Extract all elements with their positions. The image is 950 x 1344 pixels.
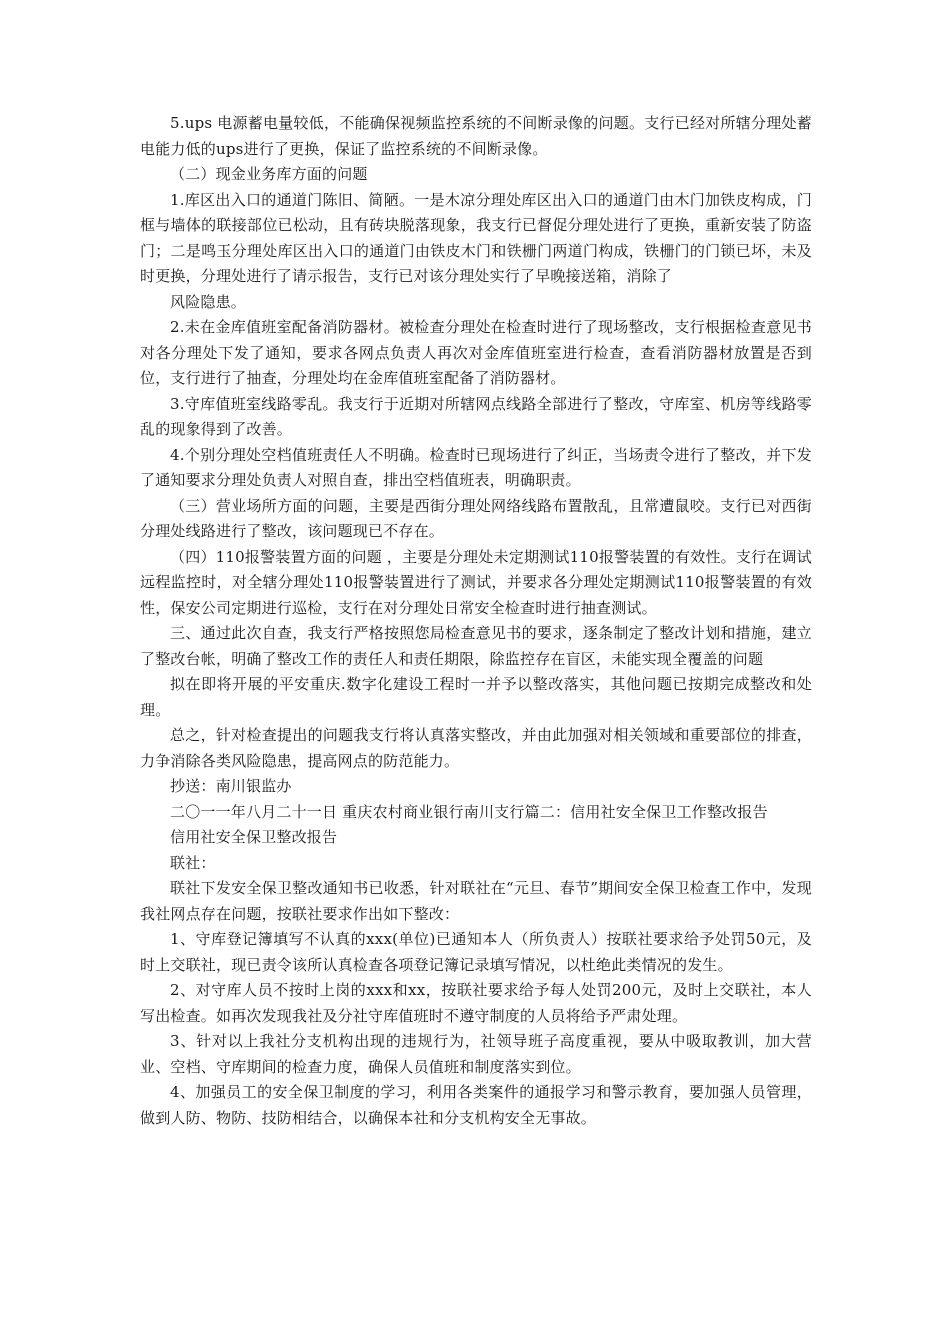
paragraph-item-2: 2、对守库人员不按时上岗的xxx和xx，按联社要求给予每人处罚200元，及时上交联社，本人写出检查。如再次发现我社及分社守库值班时不遵守制度的人员将给予严肃处理。 [140,981,812,1025]
paragraph-ups-power: 5.ups 电源蓄电量较低，不能确保视频监控系统的不间断录像的问题。支行已经对所辖分理处蓄电能力低的ups进行了更换，保证了监控系统的不间断录像。 [140,114,812,158]
paragraph-wiring: 3.守库值班室线路零乱。我支行于近期对所辖网点线路全部进行了整改，守库室、机房等线路零乱的现象得到了改善。 [140,394,812,438]
paragraph-date-signature: 二〇一一年八月二十一日 重庆农村商业银行南川支行篇二：信用社安全保卫工作整改报告 [170,802,768,821]
paragraph-cc: 抄送：南川银监办 [170,777,292,795]
paragraph-item-4: 4、加强员工的安全保卫制度的学习，利用各类案件的通报学习和警示教育，要加强人员管理，做到人防、物防、技防相结合，以确保本社和分支机构安全无事故。 [140,1083,812,1127]
document-body [140,111,812,1131]
paragraph-item-3: 3、针对以上我社分支机构出现的违规行为，社领导班子高度重视，要从中吸取教训，加大营业、空档、守库期间的检查力度，确保人员值班和制度落实到位。 [140,1032,812,1076]
paragraph-fire-equipment: 2.未在金库值班室配备消防器材。被检查分理处在检查时进行了现场整改，支行根据检查意见书对各分理处下发了通知，要求各网点负责人再次对金库值班室进行检查，查看消防器材放置是否到位，支行进行了抽查，分理处均在金库值班室配备了消防器材。 [140,318,812,387]
salutation: 联社： [170,853,216,872]
paragraph-alarm-110: （四）110报警装置方面的问题 ，主要是分理处未定期测试110报警装置的有效性。支行在调试远程监控时，对全辖分理处110报警装置进行了测试，并要求各分理处定期测试110报警装置的有效性，保安公司定期进行巡检，支行在对分理处日常安全检查时进行抽查测试。 [140,547,812,617]
paragraph-rectification-plan: 拟在即将开展的平安重庆.数字化建设工程时一并予以整改落实，其他问题已按期完成整改和处理。 [140,675,812,719]
paragraph-vault-doors: 1.库区出入口的通道门陈旧、简陋。一是木凉分理处库区出入口的通道门由木门加铁皮构成，门框与墙体的联接部位已松动，且有砖块脱落现象，我支行已督促分理处进行了更换，重新安装了防盗门；二是鸣玉分理处库区出入口的通道门由铁皮木门和铁栅门两道门构成，铁栅门的门锁已坏，未及时更换，分理处进行了请示报告，支行已对该分理处实行了早晚接送箱，消除了 [140,190,812,285]
paragraph-summary: 总之，针对检查提出的问题我支行将认真落实整改，并由此加强对相关领域和重要部位的排查，力争消除各类风险隐患，提高网点的防范能力。 [140,726,812,770]
paragraph-self-inspection: 三、通过此次自查，我支行严格按照您局检查意见书的要求，逐条制定了整改计划和措施，建立了整改台帐，明确了整改工作的责任人和责任期限，除监控存在盲区，未能实现全覆盖的问题 [140,624,812,668]
paragraph-risk-continuation: 风险隐患。 [170,292,247,311]
report-title: 信用社安全保卫整改报告 [170,828,338,846]
heading-cash-vault: （二）现金业务库方面的问题 [170,165,368,183]
paragraph-intro: 联社下发安全保卫整改通知书已收悉，针对联社在“元旦、春节”期间安全保卫检查工作中，发现我社网点存在问题，按联社要求作出如下整改： [140,879,812,923]
paragraph-business-premises: （三）营业场所方面的问题，主要是西街分理处网络线路布置散乱，且常遭鼠咬。支行已对西街分理处线路进行了整改，该问题现已不存在。 [140,496,812,540]
paragraph-duty-responsibility: 4.个别分理处空档值班责任人不明确。检查时已现场进行了纠正，当场责令进行了整改，并下发了通知要求分理处负责人对照自查，排出空档值班表，明确职责。 [140,445,812,489]
paragraph-item-1: 1、守库登记簿填写不认真的xxx(单位)已通知本人（所负责人）按联社要求给予处罚50元，及时上交联社，现已责令该所认真检查各项登记簿记录填写情况，以杜绝此类情况的发生。 [140,930,812,974]
